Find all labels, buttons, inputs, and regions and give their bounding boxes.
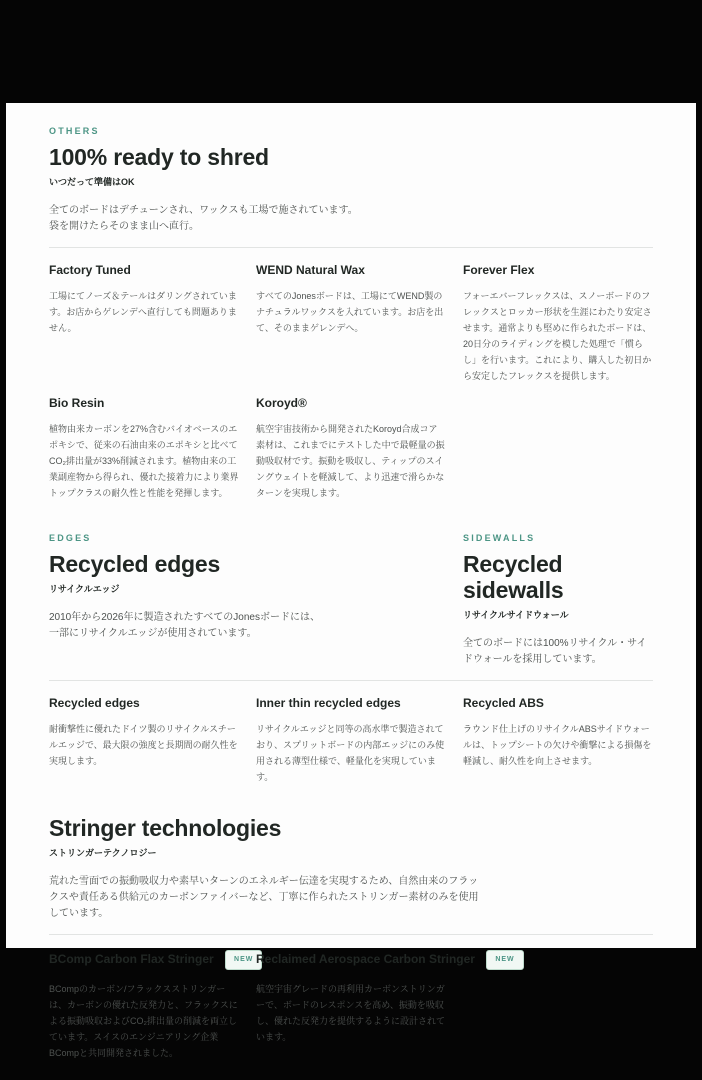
intro-line: 一部にリサイクルエッジが使用されています。 bbox=[49, 628, 257, 639]
section-stringer bbox=[49, 815, 653, 1061]
feature-title: WEND Natural Wax bbox=[256, 263, 365, 277]
feature-card-koroyd bbox=[256, 396, 446, 501]
feature-title bbox=[256, 950, 515, 970]
feature-body: 工場にてノーズ＆テールはダリングされています。お店からゲレンデへ直行しても問題ありません。 bbox=[49, 291, 237, 333]
feature-card-empty bbox=[463, 950, 653, 1061]
eyebrow-sidewalls: SIDEWALLS bbox=[463, 533, 536, 543]
feature-title: Bio Resin bbox=[49, 396, 105, 410]
section-intro-edges bbox=[49, 610, 446, 642]
feature-title: Forever Flex bbox=[463, 263, 535, 277]
section-others bbox=[49, 126, 653, 501]
section-title-stringer: Stringer technologies bbox=[49, 815, 282, 841]
feature-body: BCompのカーボン/フラックスストリンガーは、カーボンの優れた反発力と、フラックスによる振動吸収およびCO₂排出量の削減を両立しています。スイスのエンジニアリング企業BCompと共同開発されました。 bbox=[49, 984, 238, 1058]
feature-title bbox=[49, 950, 254, 970]
section-intro-stringer: 荒れた雪面での振動吸収力や素早いターンのエネルギー伝達を実現するため、自然由来のフラックスや責任ある供給元のカーボンファイバーなど、丁寧に作られたストリンガー素材のみを使用しています。 bbox=[49, 876, 479, 919]
edges-sidewalls-headers bbox=[49, 533, 653, 668]
feature-title-text: BComp Carbon Flax Stringer bbox=[49, 952, 214, 966]
section-subtitle-jp-stringer: ストリンガーテクノロジー bbox=[49, 848, 157, 858]
feature-title: Recycled edges bbox=[49, 696, 140, 710]
feature-body: フォーエバーフレックスは、スノーボードのフレックスとロッカー形状を生涯にわたり安定させます。通常よりも堅めに作られたボードは、20日分のライディングを模した処理で「慣らし」を行います。これにより、購入した初日から安定したフレックスを提供します。 bbox=[463, 291, 652, 381]
eyebrow-others: OTHERS bbox=[49, 126, 100, 136]
feature-title-text: Reclaimed Aerospace Carbon Stringer bbox=[256, 952, 475, 966]
feature-card-recycled-abs bbox=[463, 696, 653, 785]
intro-line: 袋を開けたらそのまま山へ直行。 bbox=[49, 221, 199, 232]
feature-body: 航空宇宙グレードの再利用カーボンストリンガーで、ボードのレスポンスを高め、振動を吸収し、優れた反発力を提供するように設計されています。 bbox=[256, 984, 446, 1042]
intro-line: 2010年から2026年に製造されたすべてのJonesボードには、 bbox=[49, 612, 320, 623]
feature-card-wend-natural-wax bbox=[256, 263, 446, 384]
feature-card-forever-flex bbox=[463, 263, 653, 384]
others-feature-grid bbox=[49, 263, 653, 501]
feature-card-empty bbox=[463, 396, 653, 501]
section-subtitle-jp-edges: リサイクルエッジ bbox=[49, 584, 120, 594]
feature-card-inner-thin-recycled-edges bbox=[256, 696, 446, 785]
feature-card-recycled-edges bbox=[49, 696, 239, 785]
section-intro-sidewalls: 全てのボードには100%リサイクル・サイドウォールを採用しています。 bbox=[463, 638, 647, 665]
divider bbox=[49, 247, 653, 248]
feature-body: 耐衝撃性に優れたドイツ製のリサイクルスチールエッジで、最大限の強度と長期間の耐久性を実現します。 bbox=[49, 724, 238, 766]
edges-sidewalls-feature-grid bbox=[49, 696, 653, 785]
tech-specs-content bbox=[6, 103, 696, 1061]
section-edges-sidewalls bbox=[49, 533, 653, 785]
edges-header bbox=[49, 533, 446, 668]
divider bbox=[49, 680, 653, 681]
new-badge: NEW bbox=[486, 950, 523, 970]
section-intro-others bbox=[49, 203, 653, 235]
section-title-others: 100% ready to shred bbox=[49, 144, 269, 170]
new-badge: NEW bbox=[225, 950, 262, 970]
feature-card-bcomp-carbon-flax-stringer bbox=[49, 950, 254, 1061]
feature-card-bio-resin bbox=[49, 396, 239, 501]
sidewalls-header bbox=[463, 533, 653, 668]
divider bbox=[49, 934, 653, 935]
feature-body: リサイクルエッジと同等の高水準で製造されており、スプリットボードの内部エッジにのみ使用される薄型仕様で、軽量化を実現しています。 bbox=[256, 724, 445, 782]
intro-line: 全てのボードはデチューンされ、ワックスも工場で施されています。 bbox=[49, 205, 358, 216]
eyebrow-edges: EDGES bbox=[49, 533, 92, 543]
feature-card-reclaimed-aerospace-carbon-stringer bbox=[256, 950, 515, 1061]
feature-body: 航空宇宙技術から開発されたKoroyd合成コア素材は、これまでにテストした中で最軽量の振動吸収材です。振動を吸収し、ティップのスイングウェイトを軽減して、より迅速で滑らかなターンを実現します。 bbox=[256, 424, 445, 498]
section-subtitle-jp-others: いつだって準備はOK bbox=[49, 177, 135, 187]
feature-body: ラウンド仕上げのリサイクルABSサイドウォールは、トップシートの欠けや衝撃による損傷を軽減し、耐久性を向上させます。 bbox=[463, 724, 652, 766]
feature-card-factory-tuned bbox=[49, 263, 239, 384]
feature-title: Koroyd® bbox=[256, 396, 307, 410]
feature-body: すべてのJonesボードは、工場にてWEND製のナチュラルワックスを入れています。お店を出て、そのままゲレンデへ。 bbox=[256, 291, 444, 333]
feature-body: 植物由来カーボンを27%含むバイオベースのエポキシで、従来の石油由来のエポキシと比べてCO₂排出量が33%削減されます。植物由来の工業副産物から得られ、優れた接着力により業界トップクラスの耐久性と性能を発揮します。 bbox=[49, 424, 239, 498]
feature-title: Factory Tuned bbox=[49, 263, 131, 277]
section-title-sidewalls: Recycled sidewalls bbox=[463, 551, 564, 603]
feature-title: Inner thin recycled edges bbox=[256, 696, 401, 710]
section-subtitle-jp-sidewalls: リサイクルサイドウォール bbox=[463, 610, 569, 620]
section-title-edges: Recycled edges bbox=[49, 551, 221, 577]
stringer-feature-grid bbox=[49, 950, 653, 1061]
feature-title: Recycled ABS bbox=[463, 696, 544, 710]
page-content-area bbox=[6, 103, 696, 1058]
